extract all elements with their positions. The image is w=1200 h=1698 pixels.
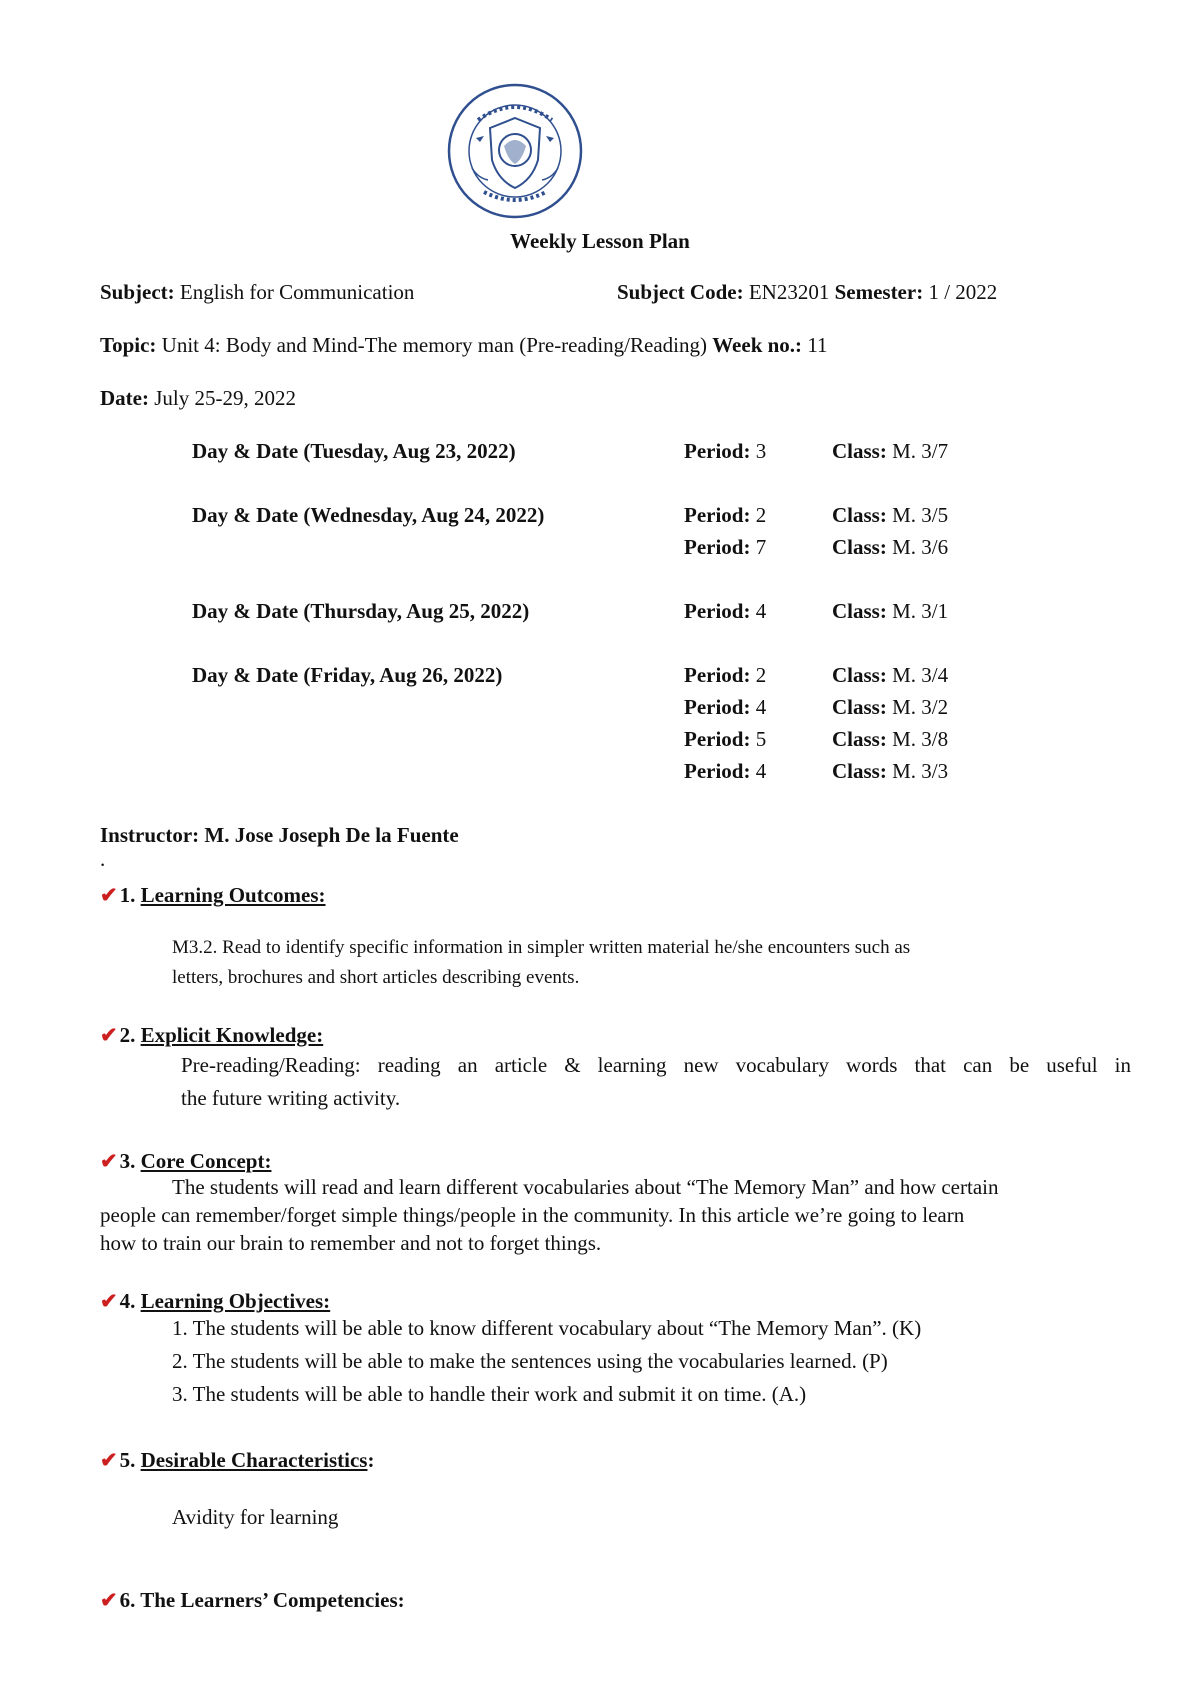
date-line xyxy=(100,385,296,412)
schedule-day: Day & Date (Tuesday, Aug 23, 2022) xyxy=(192,439,516,463)
outcome-line: letters, brochures and short articles describing events. xyxy=(172,967,580,988)
section-learning-objectives xyxy=(100,1288,330,1315)
subject-line xyxy=(100,279,414,306)
class-value: M. 3/3 xyxy=(892,759,949,783)
checkmark-icon: ✔ xyxy=(100,1448,118,1472)
class-label: Class: xyxy=(832,535,887,559)
section-title: Explicit Knowledge: xyxy=(140,1023,324,1047)
date-label: Date: xyxy=(100,386,149,410)
objective-item: 3. The students will be able to handle their work and submit it on time. (A.) xyxy=(172,1382,807,1406)
schedule-period xyxy=(684,502,766,529)
section-desirable-characteristics xyxy=(100,1447,374,1474)
semester-label: Semester: xyxy=(834,280,924,304)
period-value: 5 xyxy=(755,727,767,751)
section-core-concept xyxy=(100,1148,271,1175)
class-value: M. 3/6 xyxy=(892,535,949,559)
section-title: Learning Objectives: xyxy=(140,1289,331,1313)
period-value: 2 xyxy=(755,663,767,687)
class-label: Class: xyxy=(832,695,887,719)
section-number: 6. xyxy=(119,1588,136,1612)
knowledge-line: the future writing activity. xyxy=(181,1086,401,1110)
week-label: Week no.: xyxy=(712,333,803,357)
core-concept-line: how to train our brain to remember and not to forget things. xyxy=(100,1231,602,1255)
period-value: 4 xyxy=(755,599,767,623)
period-label: Period: xyxy=(684,503,751,527)
class-value: M. 3/1 xyxy=(892,599,949,623)
section-colon: : xyxy=(367,1448,375,1472)
topic-value: Unit 4: Body and Mind-The memory man (Pre-reading/Reading) xyxy=(161,333,707,357)
section-number: 4. xyxy=(119,1289,136,1313)
subject-value: English for Communication xyxy=(179,280,415,304)
schedule-period xyxy=(684,694,766,721)
class-label: Class: xyxy=(832,503,887,527)
checkmark-icon: ✔ xyxy=(100,1023,118,1047)
class-label: Class: xyxy=(832,663,887,687)
section-number: 2. xyxy=(119,1023,136,1047)
objective-item: 2. The students will be able to make the sentences using the vocabularies learned. (P) xyxy=(172,1349,888,1373)
schedule-day: Day & Date (Friday, Aug 26, 2022) xyxy=(192,663,503,687)
checkmark-icon: ✔ xyxy=(100,1588,118,1612)
period-label: Period: xyxy=(684,695,751,719)
class-value: M. 3/4 xyxy=(892,663,949,687)
week-value: 11 xyxy=(807,333,828,357)
period-value: 4 xyxy=(755,695,767,719)
schedule-period xyxy=(684,662,766,689)
schedule-period xyxy=(684,726,766,753)
date-value: July 25-29, 2022 xyxy=(154,386,296,410)
knowledge-line: Pre-reading/Reading: reading an article & learning new vocabulary words that can be useful in xyxy=(181,1053,1131,1077)
class-label: Class: xyxy=(832,599,887,623)
schedule-class xyxy=(832,438,948,465)
class-label: Class: xyxy=(832,759,887,783)
schedule-period xyxy=(684,534,766,561)
schedule-class xyxy=(832,694,948,721)
checkmark-icon: ✔ xyxy=(100,883,118,907)
section-title: Learning Outcomes: xyxy=(140,883,326,907)
checkmark-icon: ✔ xyxy=(100,1289,118,1313)
schedule-period xyxy=(684,438,766,465)
schedule-class xyxy=(832,758,948,785)
class-value: M. 3/7 xyxy=(892,439,949,463)
subject-code-label: Subject Code: xyxy=(617,280,744,304)
schedule-class xyxy=(832,534,948,561)
class-value: M. 3/2 xyxy=(892,695,949,719)
schedule-day: Day & Date (Thursday, Aug 25, 2022) xyxy=(192,599,530,623)
subject-code-line xyxy=(617,279,997,306)
period-label: Period: xyxy=(684,439,751,463)
section-title: Desirable Characteristics xyxy=(140,1448,368,1472)
section-title: The Learners’ Competencies: xyxy=(140,1588,405,1612)
period-value: 3 xyxy=(755,439,767,463)
stray-dot: . xyxy=(100,847,106,871)
class-label: Class: xyxy=(832,439,887,463)
schedule-class xyxy=(832,502,948,529)
page-title: Weekly Lesson Plan xyxy=(510,229,690,253)
schedule-period xyxy=(684,598,766,625)
checkmark-icon: ✔ xyxy=(100,1149,118,1173)
core-concept-line: people can remember/forget simple things/people in the community. In this article we’re going to learn xyxy=(100,1203,965,1227)
objective-item: 1. The students will be able to know different vocabulary about “The Memory Man”. (K) xyxy=(172,1316,922,1340)
characteristic-text: Avidity for learning xyxy=(172,1505,339,1529)
schedule-class xyxy=(832,726,948,753)
period-label: Period: xyxy=(684,727,751,751)
schedule-class xyxy=(832,662,948,689)
period-label: Period: xyxy=(684,599,751,623)
period-label: Period: xyxy=(684,759,751,783)
subject-code-value: EN23201 xyxy=(748,280,830,304)
section-number: 1. xyxy=(119,883,136,907)
schedule-day: Day & Date (Wednesday, Aug 24, 2022) xyxy=(192,503,545,527)
subject-label: Subject: xyxy=(100,280,175,304)
schedule-period xyxy=(684,758,766,785)
section-number: 5. xyxy=(119,1448,136,1472)
school-seal-logo xyxy=(444,80,586,222)
topic-line xyxy=(100,332,828,359)
period-label: Period: xyxy=(684,535,751,559)
core-concept-line: The students will read and learn different vocabularies about “The Memory Man” and how certain xyxy=(172,1175,999,1199)
class-value: M. 3/8 xyxy=(892,727,949,751)
instructor: Instructor: M. Jose Joseph De la Fuente xyxy=(100,823,459,847)
section-explicit-knowledge xyxy=(100,1022,323,1049)
semester-value: 1 / 2022 xyxy=(928,280,998,304)
period-value: 2 xyxy=(755,503,767,527)
period-label: Period: xyxy=(684,663,751,687)
section-learning-outcomes xyxy=(100,882,326,909)
section-title: Core Concept: xyxy=(140,1149,272,1173)
period-value: 7 xyxy=(755,535,767,559)
class-value: M. 3/5 xyxy=(892,503,949,527)
section-learners-competencies xyxy=(100,1587,405,1614)
outcome-line: M3.2. Read to identify specific information in simpler written material he/she encounters such as xyxy=(172,937,911,958)
class-label: Class: xyxy=(832,727,887,751)
period-value: 4 xyxy=(755,759,767,783)
schedule-class xyxy=(832,598,948,625)
section-number: 3. xyxy=(119,1149,136,1173)
topic-label: Topic: xyxy=(100,333,157,357)
